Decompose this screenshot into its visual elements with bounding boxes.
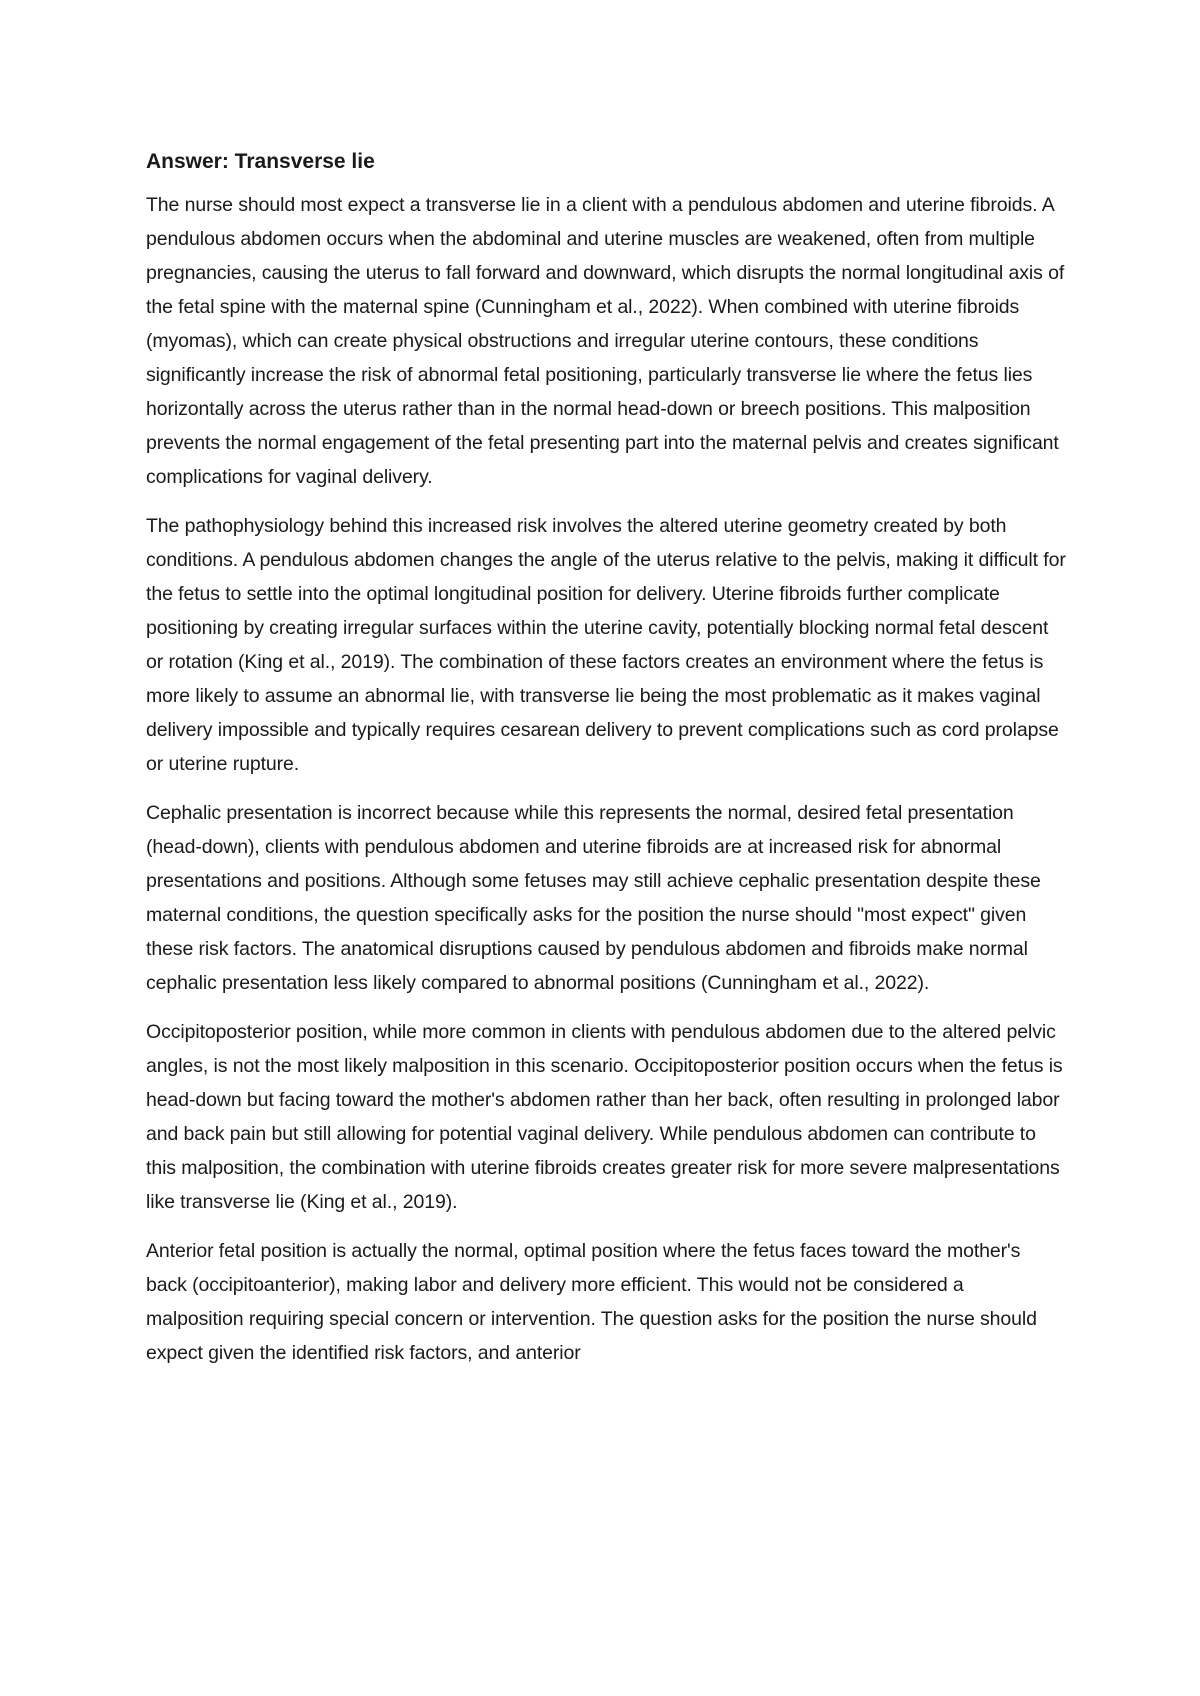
- paragraph-cephalic-presentation: Cephalic presentation is incorrect because while this represents the normal, desired fetal presentation (head-down), clients with pendulous abdomen and uterine fibroids are at increased risk for abnormal presentations and positions. Although some fetuses may still achieve cephalic presentation despite these maternal conditions, the question specifically asks for the position the nurse should "most expect" given these risk factors. The anatomical disruptions caused by pendulous abdomen and fibroids make normal cephalic presentation less likely compared to abnormal positions (Cunningham et al., 2022).: [146, 802, 1041, 994]
- paragraph-occipitoposterior-position: Occipitoposterior position, while more common in clients with pendulous abdomen due to the altered pelvic angles, is not the most likely malposition in this scenario. Occipitoposterior position occurs when the fetus is head-down but facing toward the mother's abdomen rather than her back, often resulting in prolonged labor and back pain but still allowing for potential vaginal delivery. While pendulous abdomen can contribute to this malposition, the combination with uterine fibroids creates greater risk for more severe malpresentations like transverse lie (King et al., 2019).: [146, 1021, 1063, 1213]
- paragraph-pathophysiology: The pathophysiology behind this increased risk involves the altered uterine geometry created by both conditions. A pendulous abdomen changes the angle of the uterus relative to the pelvis, making it difficult for the fetus to settle into the optimal longitudinal position for delivery. Uterine fibroids further complicate positioning by creating irregular surfaces within the uterine cavity, potentially blocking normal fetal descent or rotation (King et al., 2019). The combination of these factors creates an environment where the fetus is more likely to assume an abnormal lie, with transverse lie being the most problematic as it makes vaginal delivery impossible and typically requires cesarean delivery to prevent complications such as cord prolapse or uterine rupture.: [146, 515, 1066, 775]
- document-body: [146, 145, 1066, 1385]
- paragraph-transverse-lie-explanation: The nurse should most expect a transverse lie in a client with a pendulous abdomen and uterine fibroids. A pendulous abdomen occurs when the abdominal and uterine muscles are weakened, often from multiple pregnancies, causing the uterus to fall forward and downward, which disrupts the normal longitudinal axis of the fetal spine with the maternal spine (Cunningham et al., 2022). When combined with uterine fibroids (myomas), which can create physical obstructions and irregular uterine contours, these conditions significantly increase the risk of abnormal fetal positioning, particularly transverse lie where the fetus lies horizontally across the uterus rather than in the normal head-down or breech positions. This malposition prevents the normal engagement of the fetal presenting part into the maternal pelvis and creates significant complications for vaginal delivery.: [146, 194, 1065, 488]
- paragraph-anterior-fetal-position: Anterior fetal position is actually the normal, optimal position where the fetus faces toward the mother's back (occipitoanterior), making labor and delivery more efficient. This would not be considered a malposition requiring special concern or intervention. The question asks for the position the nurse should expect given the identified risk factors, and anterior: [146, 1240, 1037, 1364]
- answer-heading: Answer: Transverse lie: [146, 150, 375, 173]
